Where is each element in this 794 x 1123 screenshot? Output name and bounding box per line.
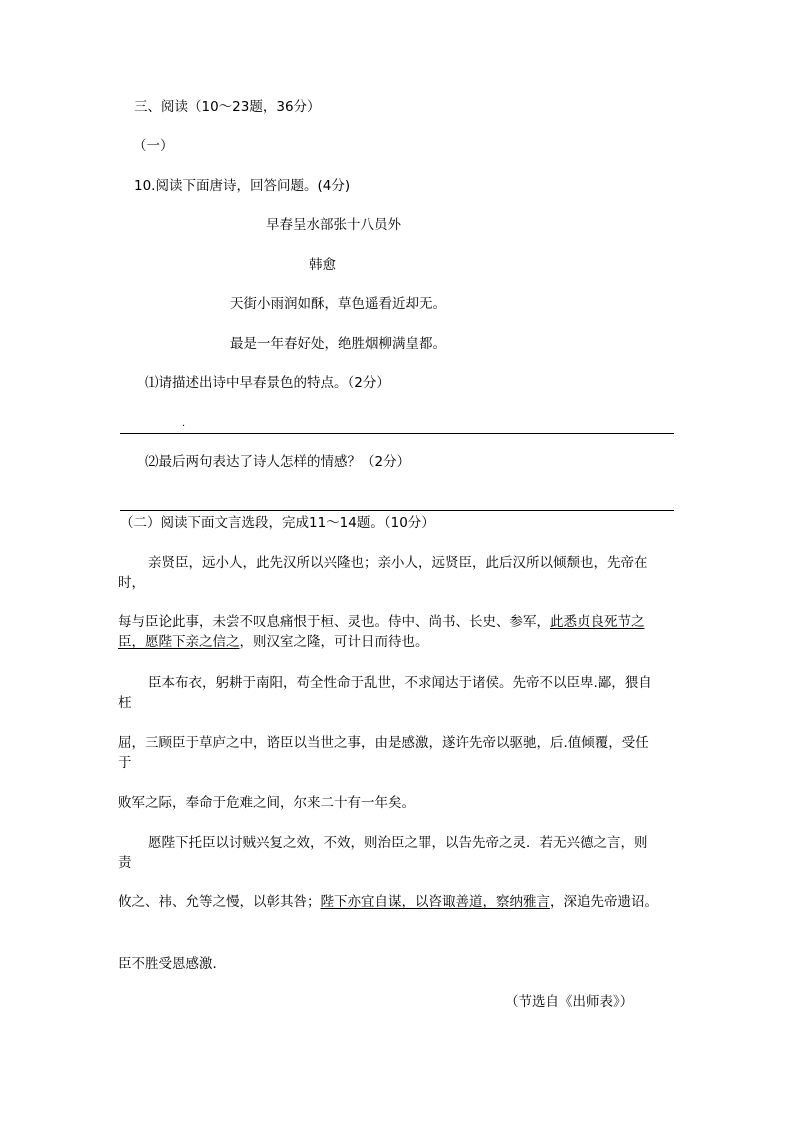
poem-line-2: 最是一年春好处，绝胜烟柳满皇都。 — [230, 336, 446, 352]
part2-header: （二）阅读下面文言选段，完成11～14题。（10分） — [120, 515, 435, 531]
source-note: （节选自《出师表》） — [505, 994, 634, 1010]
question-10: 10.阅读下面唐诗，回答问题。(4分) — [134, 178, 351, 194]
underlined-sentence-1a: 此悉贞良死节之 — [550, 614, 645, 630]
poem-line-1: 天街小雨润如酥，草色遥看近却无。 — [230, 296, 446, 312]
sub-question-2: ⑵最后两句表达了诗人怎样的情感？（2分） — [145, 454, 411, 470]
p4-line-1: 屈，三顾臣于草庐之中，谘臣以当世之事，由是感激，遂许先帝以驱驰，后.值倾覆，受任 — [118, 735, 649, 751]
p2-line-1-text: 每与臣论此事，未尝不叹息痛恨于桓、灵也。侍中、尚书、长史、参军， — [118, 614, 550, 630]
p3-line-1: 臣本布衣，躬耕于南阳，苟全性命于乱世，不求闻达于诸侯。先帝不以臣卑.鄙，猥自 — [148, 675, 652, 691]
poem-author: 韩愈 — [309, 257, 336, 273]
p7-text-a: 攸之、祎、允等之慢，以彰其咎； — [118, 894, 321, 910]
p6-line-2: 责 — [118, 855, 132, 871]
p4-line-2: 于 — [118, 755, 132, 771]
p3-line-2: 枉 — [118, 695, 132, 711]
poem-title: 早春呈水部张十八员外 — [266, 217, 401, 233]
p2-line-2 — [118, 633, 429, 651]
p2-line-2-text: ，则汉室之隆，可计日而待也。 — [239, 634, 429, 650]
p8-line: 臣不胜受恩感激． — [118, 956, 226, 972]
stray-dot: . — [182, 418, 186, 429]
p7-line — [118, 893, 658, 911]
p1-line-2: 时， — [118, 575, 145, 591]
section-title: 三、阅读（10～23题，36分） — [134, 99, 321, 115]
sub-question-1: ⑴请描述出诗中早春景色的特点。（2分） — [145, 375, 390, 391]
underlined-sentence-2: 陛下亦宜自谋，以咨诹善道，察纳雅言 — [320, 894, 550, 910]
part1-label: （一） — [133, 138, 174, 154]
underlined-sentence-1b: 臣，愿陛下亲之信之 — [118, 634, 240, 650]
answer-line-1[interactable] — [120, 433, 674, 434]
p1-line-1: 亲贤臣，远小人，此先汉所以兴隆也；亲小人，远贤臣，此后汉所以倾颓也，先帝在 — [148, 555, 648, 571]
p5-line-1: 败军之际，奉命于危难之间，尔来二十有一年矣。 — [118, 795, 415, 811]
p2-line-1 — [118, 613, 645, 631]
p7-text-b: ，深追先帝遗诏。 — [550, 894, 658, 910]
p6-line-1: 愿陛下托臣以讨贼兴复之效，不效，则治臣之罪，以告先帝之灵．若无兴德之言，则 — [148, 835, 648, 851]
answer-line-2[interactable] — [120, 510, 674, 511]
